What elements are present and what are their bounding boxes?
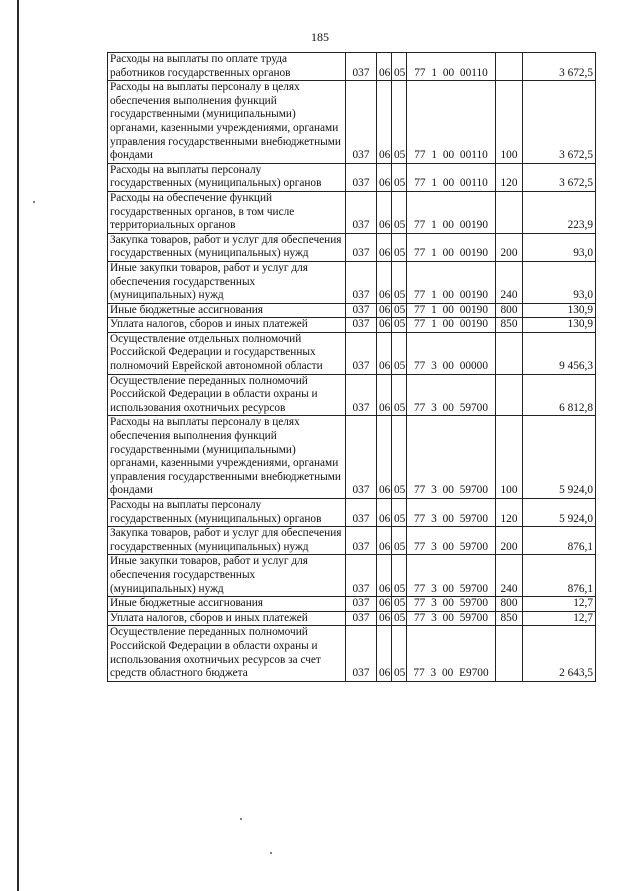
cell-vr bbox=[496, 626, 523, 681]
cell-sum: 93,0 bbox=[523, 261, 596, 303]
cell-vr: 100 bbox=[496, 81, 523, 164]
cell-sum: 3 672,5 bbox=[523, 53, 596, 81]
cell-vr bbox=[496, 53, 523, 81]
cell-sum: 12,7 bbox=[523, 611, 596, 626]
cell-rz: 06 bbox=[377, 163, 392, 191]
cell-name: Расходы на выплаты по оплате труда работников государственных органов bbox=[108, 53, 346, 81]
cell-csr: 77 1 00 00110 bbox=[407, 81, 496, 164]
cell-name: Расходы на выплаты персоналу в целях обеспечения выполнения функций государственными (муниципальными) органами, казенными учреждениями, органами управления государственными внебюджетными фондами bbox=[108, 81, 346, 164]
cell-ved: 037 bbox=[346, 626, 377, 681]
cell-csr: 77 1 00 00190 bbox=[407, 191, 496, 233]
table-row bbox=[108, 626, 596, 681]
cell-sum: 9 456,3 bbox=[523, 332, 596, 374]
cell-vr: 200 bbox=[496, 233, 523, 261]
cell-sum: 876,1 bbox=[523, 527, 596, 555]
table-row bbox=[108, 303, 596, 318]
cell-name: Иные бюджетные ассигнования bbox=[108, 597, 346, 612]
table-row bbox=[108, 191, 596, 233]
cell-name: Закупка товаров, работ и услуг для обеспечения государственных (муниципальных) нужд bbox=[108, 233, 346, 261]
table-row bbox=[108, 318, 596, 333]
cell-rz: 06 bbox=[377, 261, 392, 303]
cell-ved: 037 bbox=[346, 416, 377, 499]
cell-vr bbox=[496, 374, 523, 416]
cell-vr: 800 bbox=[496, 303, 523, 318]
cell-csr: 77 1 00 00190 bbox=[407, 233, 496, 261]
cell-ved: 037 bbox=[346, 303, 377, 318]
cell-ved: 037 bbox=[346, 555, 377, 597]
cell-pr: 05 bbox=[392, 374, 407, 416]
cell-pr: 05 bbox=[392, 527, 407, 555]
cell-rz: 06 bbox=[377, 53, 392, 81]
table-row bbox=[108, 261, 596, 303]
cell-pr: 05 bbox=[392, 611, 407, 626]
table-row bbox=[108, 233, 596, 261]
cell-pr: 05 bbox=[392, 233, 407, 261]
cell-csr: 77 3 00 00000 bbox=[407, 332, 496, 374]
cell-rz: 06 bbox=[377, 81, 392, 164]
cell-ved: 037 bbox=[346, 191, 377, 233]
cell-pr: 05 bbox=[392, 499, 407, 527]
cell-rz: 06 bbox=[377, 597, 392, 612]
cell-sum: 3 672,5 bbox=[523, 81, 596, 164]
cell-sum: 223,9 bbox=[523, 191, 596, 233]
cell-rz: 06 bbox=[377, 499, 392, 527]
cell-pr: 05 bbox=[392, 261, 407, 303]
cell-sum: 130,9 bbox=[523, 318, 596, 333]
cell-csr: 77 1 00 00110 bbox=[407, 53, 496, 81]
cell-ved: 037 bbox=[346, 499, 377, 527]
cell-csr: 77 3 00 59700 bbox=[407, 555, 496, 597]
cell-name: Расходы на выплаты персоналу государственных (муниципальных) органов bbox=[108, 163, 346, 191]
cell-pr: 05 bbox=[392, 318, 407, 333]
table-row bbox=[108, 163, 596, 191]
cell-csr: 77 1 00 00110 bbox=[407, 163, 496, 191]
cell-ved: 037 bbox=[346, 597, 377, 612]
table-row bbox=[108, 597, 596, 612]
cell-sum: 5 924,0 bbox=[523, 416, 596, 499]
cell-name: Расходы на выплаты персоналу в целях обеспечения выполнения функций государственными (муниципальными) органами, казенными учреждениями, органами управления государственными внебюджетными фондами bbox=[108, 416, 346, 499]
cell-rz: 06 bbox=[377, 303, 392, 318]
cell-name: Уплата налогов, сборов и иных платежей bbox=[108, 611, 346, 626]
cell-pr: 05 bbox=[392, 303, 407, 318]
table-row bbox=[108, 374, 596, 416]
cell-pr: 05 bbox=[392, 597, 407, 612]
cell-pr: 05 bbox=[392, 626, 407, 681]
cell-rz: 06 bbox=[377, 233, 392, 261]
cell-csr: 77 3 00 59700 bbox=[407, 611, 496, 626]
table-body bbox=[108, 53, 596, 682]
cell-pr: 05 bbox=[392, 416, 407, 499]
binding-edge-line bbox=[17, 0, 19, 891]
table-row bbox=[108, 53, 596, 81]
cell-vr: 120 bbox=[496, 163, 523, 191]
table-row bbox=[108, 332, 596, 374]
cell-rz: 06 bbox=[377, 527, 392, 555]
cell-vr: 120 bbox=[496, 499, 523, 527]
cell-ved: 037 bbox=[346, 374, 377, 416]
cell-rz: 06 bbox=[377, 318, 392, 333]
cell-pr: 05 bbox=[392, 81, 407, 164]
cell-sum: 130,9 bbox=[523, 303, 596, 318]
cell-rz: 06 bbox=[377, 332, 392, 374]
cell-name: Осуществление переданных полномочий Российской Федерации в области охраны и использования охотничьих ресурсов bbox=[108, 374, 346, 416]
cell-rz: 06 bbox=[377, 555, 392, 597]
cell-name: Осуществление переданных полномочий Российской Федерации в области охраны и использования охотничьих ресурсов за счет средств областного бюджета bbox=[108, 626, 346, 681]
cell-sum: 93,0 bbox=[523, 233, 596, 261]
cell-vr bbox=[496, 332, 523, 374]
cell-vr: 850 bbox=[496, 318, 523, 333]
cell-ved: 037 bbox=[346, 611, 377, 626]
cell-ved: 037 bbox=[346, 332, 377, 374]
cell-rz: 06 bbox=[377, 374, 392, 416]
cell-rz: 06 bbox=[377, 611, 392, 626]
page-number: 185 bbox=[311, 30, 329, 44]
cell-csr: 77 3 00 59700 bbox=[407, 527, 496, 555]
cell-vr: 850 bbox=[496, 611, 523, 626]
cell-pr: 05 bbox=[392, 555, 407, 597]
cell-vr: 800 bbox=[496, 597, 523, 612]
cell-rz: 06 bbox=[377, 191, 392, 233]
cell-sum: 5 924,0 bbox=[523, 499, 596, 527]
cell-vr bbox=[496, 191, 523, 233]
cell-csr: 77 3 00 59700 bbox=[407, 597, 496, 612]
cell-ved: 037 bbox=[346, 81, 377, 164]
cell-csr: 77 3 00 59700 bbox=[407, 374, 496, 416]
cell-name: Иные закупки товаров, работ и услуг для обеспечения государственных (муниципальных) нужд bbox=[108, 555, 346, 597]
cell-csr: 77 3 00 E9700 bbox=[407, 626, 496, 681]
cell-pr: 05 bbox=[392, 191, 407, 233]
cell-csr: 77 1 00 00190 bbox=[407, 303, 496, 318]
cell-name: Расходы на выплаты персоналу государственных (муниципальных) органов bbox=[108, 499, 346, 527]
cell-ved: 037 bbox=[346, 318, 377, 333]
cell-vr: 240 bbox=[496, 261, 523, 303]
cell-sum: 6 812,8 bbox=[523, 374, 596, 416]
cell-sum: 876,1 bbox=[523, 555, 596, 597]
cell-ved: 037 bbox=[346, 53, 377, 81]
table-row bbox=[108, 555, 596, 597]
scan-speck bbox=[240, 818, 242, 820]
cell-rz: 06 bbox=[377, 626, 392, 681]
cell-name: Осуществление отдельных полномочий Российской Федерации и государственных полномочий Еврейской автономной области bbox=[108, 332, 346, 374]
budget-table bbox=[107, 52, 596, 682]
table-row bbox=[108, 499, 596, 527]
cell-sum: 3 672,5 bbox=[523, 163, 596, 191]
cell-ved: 037 bbox=[346, 527, 377, 555]
scan-speck bbox=[270, 852, 272, 854]
table-row bbox=[108, 416, 596, 499]
cell-sum: 12,7 bbox=[523, 597, 596, 612]
cell-csr: 77 1 00 00190 bbox=[407, 318, 496, 333]
cell-sum: 2 643,5 bbox=[523, 626, 596, 681]
cell-pr: 05 bbox=[392, 332, 407, 374]
table-row bbox=[108, 81, 596, 164]
cell-vr: 100 bbox=[496, 416, 523, 499]
cell-pr: 05 bbox=[392, 53, 407, 81]
cell-csr: 77 1 00 00190 bbox=[407, 261, 496, 303]
cell-name: Иные закупки товаров, работ и услуг для обеспечения государственных (муниципальных) нужд bbox=[108, 261, 346, 303]
cell-csr: 77 3 00 59700 bbox=[407, 416, 496, 499]
cell-rz: 06 bbox=[377, 416, 392, 499]
cell-vr: 240 bbox=[496, 555, 523, 597]
cell-name: Закупка товаров, работ и услуг для обеспечения государственных (муниципальных) нужд bbox=[108, 527, 346, 555]
cell-ved: 037 bbox=[346, 163, 377, 191]
cell-name: Иные бюджетные ассигнования bbox=[108, 303, 346, 318]
cell-csr: 77 3 00 59700 bbox=[407, 499, 496, 527]
table-row bbox=[108, 611, 596, 626]
scan-speck bbox=[33, 201, 35, 203]
cell-pr: 05 bbox=[392, 163, 407, 191]
cell-vr: 200 bbox=[496, 527, 523, 555]
table-row bbox=[108, 527, 596, 555]
cell-name: Уплата налогов, сборов и иных платежей bbox=[108, 318, 346, 333]
cell-name: Расходы на обеспечение функций государственных органов, в том числе территориальных органов bbox=[108, 191, 346, 233]
cell-ved: 037 bbox=[346, 233, 377, 261]
cell-ved: 037 bbox=[346, 261, 377, 303]
